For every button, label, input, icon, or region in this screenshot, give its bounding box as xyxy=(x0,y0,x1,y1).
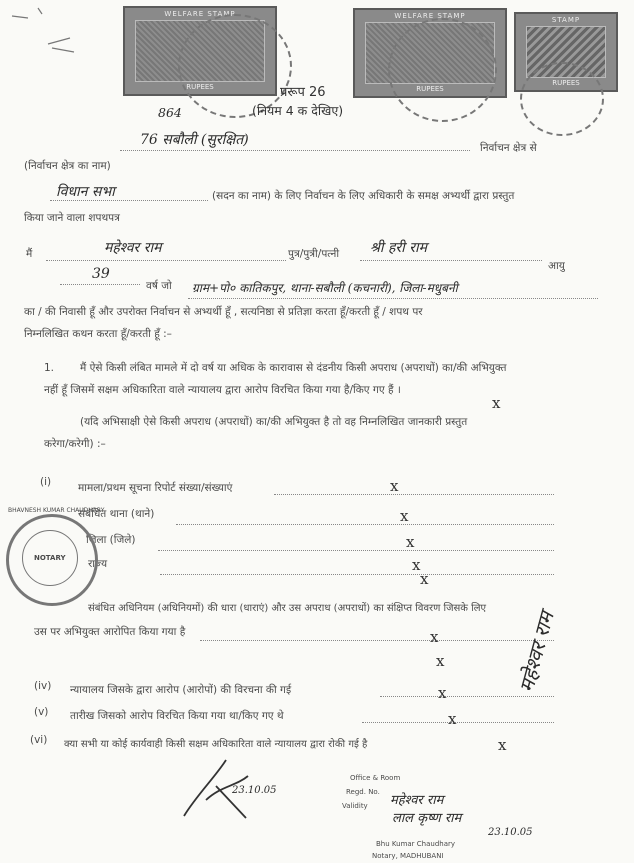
statement-line: निम्नलिखित कथन करता हूँ/करती हूँ :– xyxy=(24,328,172,340)
revenue-stamp-2: WELFARE STAMP RUPEES xyxy=(353,8,507,98)
clause-cross-mark: x xyxy=(492,394,501,412)
intro-line-1: (सदन का नाम) के लिए निर्वाचन के लिए अधिकारी के समक्ष अभ्यर्थी द्वारा प्रस्तुत xyxy=(212,190,515,202)
signature-date: 23.10.05 xyxy=(232,785,277,796)
margin-signature: महेश्वर राम xyxy=(514,609,559,695)
clause-text-a: मैं ऐसे किसी लंबित मामले में दो वर्ष या अधिक के कारावास से दंडनीय किसी अपराध (अपराधों) का/की अभियुक्त xyxy=(80,362,507,374)
notary-seal-ring: BHAVNESH KUMAR CHAUDHARY xyxy=(8,507,105,514)
residence-line: का / की निवासी हूँ और उपरोक्त निर्वाचन से अभ्यर्थी हूँ , सत्यनिष्ठा से प्रतिज्ञा करता हूँ/करती हूँ / शपथ पर xyxy=(24,306,423,318)
constituency-label: निर्वाचन क्षेत्र से xyxy=(480,142,537,154)
stamp-cancel-seal-3 xyxy=(520,62,604,136)
address-line xyxy=(188,298,598,299)
deponent-name-handwritten: महेश्वर राम xyxy=(104,240,162,256)
constituency-name-label: (निर्वाचन क्षेत्र का नाम) xyxy=(24,160,111,172)
affidavit-page: WELFARE STAMP RUPEES WELFARE STAMP RUPEES STAMP RUPEES प्ररूप 26 (नियम 4 क देखिए) 864 76 सबौली (सुरक्षित) निर्वाचन क्षेत्र से (निर्वाचन क्षेत्र का नाम) विधान सभा (सदन का नाम) के लिए निर्वाचन के लिए अधिकारी के समक्ष अभ्यर्थी द्वारा प्रस्तुत किया जाने वाला शपथपत्र मैं महेश्वर राम पुत्र/पुत्री/पत्नी श्री हरी राम आयु 39 वर्ष जो ग्राम+पो० कातिकपुर, थाना-सबौली (कचनारी), जिला-मधुबनी का / की निवासी हूँ और उपरोक्त निर्वाचन से अभ्यर्थी हूँ , सत्यनिष्ठा से प्रतिज्ञा करता हूँ/करती हूँ / शपथ पर निम्नलिखित कथन करता हूँ/करती हूँ :– 1. मैं ऐसे किसी लंबित मामले में दो वर्ष या अधिक के कारावास से दंडनीय किसी अपराध (अपराधों) का/की अभियुक्त नहीं हूँ जिसमें सक्षम अधिकारिता वाले न्यायालय द्वारा आरोप विरचित किया गया है/किए गए हैं । x (यदि अभिसाक्षी ऐसे किसी अपराध (अपराधों) का/की अभियुक्त है तो वह निम्नलिखित जानकारी प्रस्तुत करेगा/करेगी) :– (i) मामला/प्रथम सूचना रिपोर्ट संख्या/संख्याएं x संबंधित थाना (थाने) x जिला (जिले) x राज्य x x संबंधित अधिनियम (अधिनियमों) की धारा (धाराएं) और उस अपराध (अपराधों) का संक्षिप्त विवरण जिसके लिए उस पर अभियुक्त आरोपित किया गया है x (iv) न्यायालय जिसके द्वारा आरोप (आरोपों) की विरचना की गई x (v) तारीख जिसको आरोप विरचित किया गया था/किए गए थे x (vi) क्या सभी या कोई कार्यवाही किसी सक्षम अधिकारिता वाले न्यायालय द्वारा रोकी गई है x x NOTARY BHAVNESH KUMAR CHAUDHARY महेश्वर राम 23.10.05 Office & Room Regd. No. Validity महेश्वर राम लाल कृष्ण राम 23.10.05 Bhu Kumar Chaudhary Notary, MADHUBANI xyxy=(0,0,634,863)
rule-reference: (नियम 4 क देखिए) xyxy=(252,103,344,118)
clause-note-a: (यदि अभिसाक्षी ऐसे किसी अपराध (अपराधों) का/की अभियुक्त है तो वह निम्नलिखित जानकारी प्रस्तुत xyxy=(80,416,468,428)
revenue-stamp-1: WELFARE STAMP RUPEES xyxy=(123,6,277,96)
notary-hand-date: 23.10.05 xyxy=(488,827,533,838)
years-label: वर्ष जो xyxy=(146,280,172,292)
cross-mark: x xyxy=(436,652,445,670)
clause-number: 1. xyxy=(44,362,55,374)
constituency-line xyxy=(120,150,470,151)
age-line xyxy=(60,284,140,285)
notary-hand-name: महेश्वर राम xyxy=(390,793,444,808)
serial-number: 864 xyxy=(158,105,182,120)
address-handwritten: ग्राम+पो० कातिकपुर, थाना-सबौली (कचनारी), जिला-मधुबनी xyxy=(192,281,458,295)
age-handwritten: 39 xyxy=(92,266,110,282)
name-line xyxy=(46,260,286,261)
notary-office: Office & Room xyxy=(350,774,401,782)
father-line xyxy=(360,260,542,261)
father-name-handwritten: श्री हरी राम xyxy=(370,240,427,256)
constituency-handwritten: 76 सबौली (सुरक्षित) xyxy=(140,132,249,148)
notary-seal-text: NOTARY xyxy=(34,554,66,562)
stamp-cancel-seal-2 xyxy=(388,18,497,122)
notary-reg: Regd. No. xyxy=(346,788,380,796)
clause-note-b: करेगा/करेगी) :– xyxy=(44,438,106,450)
clause-text-b: नहीं हूँ जिसमें सक्षम अधिकारिता वाले न्यायालय द्वारा आरोप विरचित किया गया है/किए गए हैं । xyxy=(44,384,401,396)
notary-validity: Validity xyxy=(342,802,368,810)
margin-scribble-icon xyxy=(8,6,78,56)
form-number: प्ररूप 26 xyxy=(280,85,326,100)
intro-line-2: किया जाने वाला शपथपत्र xyxy=(24,212,120,224)
notary-footer-name: Bhu Kumar Chaudhary xyxy=(376,840,456,848)
notary-footer-place: Notary, MADHUBANI xyxy=(372,852,444,860)
revenue-stamp-3: STAMP RUPEES xyxy=(514,12,618,92)
main-label: मैं xyxy=(26,248,33,260)
age-label: आयु xyxy=(548,260,565,272)
house-name-handwritten: विधान सभा xyxy=(56,184,115,200)
notary-hand-name-2: लाल कृष्ण राम xyxy=(392,811,462,826)
house-line xyxy=(50,200,208,201)
relation-label: पुत्र/पुत्री/पत्नी xyxy=(288,248,340,260)
